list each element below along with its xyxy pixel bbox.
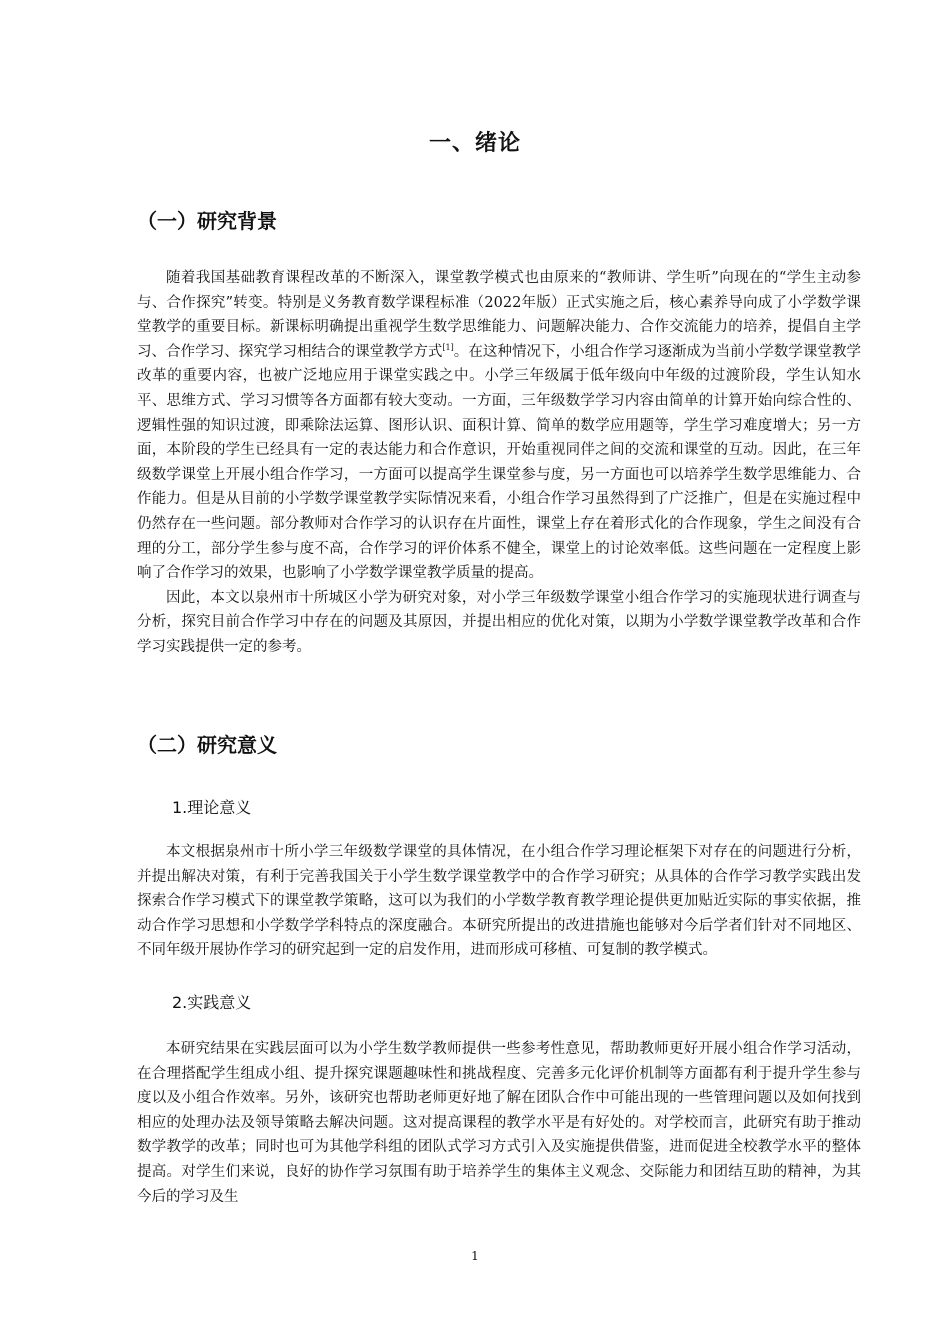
- subheading-theoretical: 1.理论意义: [172, 798, 252, 817]
- section-heading-significance: （二）研究意义: [137, 733, 277, 757]
- section-heading-background: （一）研究背景: [137, 209, 277, 233]
- practical-paragraph: 本研究结果在实践层面可以为小学生数学教师提供一些参考性意见，帮助教师更好开展小组合作学习活动，在合理搭配学生组成小组、提升探究课题趣味性和挑战程度、完善多元化评价机制等方面都有利于提升学生参与度以及小组合作效率。另外，该研究也帮助老师更好地了解在团队合作中可能出现的一些管理问题以及如何找到相应的处理办法及领导策略去解决问题。这对提高课程的教学水平是有好处的。对学校而言，此研究有助于推动数学教学的改革；同时也可为其他学科组的团队式学习方式引入及实施提供借鉴，进而促进全校教学水平的整体提高。对学生们来说，良好的协作学习氛围有助于培养学生的集体主义观念、交际能力和团结互助的精神，为其今后的学习及生: [137, 1041, 861, 1205]
- chapter-title: 一、绪论: [428, 131, 521, 156]
- background-paragraph-1-text-a: 随着我国基础教育课程改革的不断深入，课堂教学模式也由原来的“教师讲、学生听”向现在的“学生主动参与、合作探究”转变。特别是义务教育数学课程标准（2022年版）正式实施之后，核心素养导向成了小学数学课堂教学的重要目标。新课标明确提出重视学生数学思维能力、问题解决能力、合作交流能力的培养，提倡自主学习、合作学习、探究学习相结合的课堂教学方式: [137, 270, 861, 360]
- background-paragraph-1-text-b: 。在这种情况下，小组合作学习逐渐成为当前小学数学课堂教学改革的重要内容，也被广泛地应用于课堂实践之中。小学三年级属于低年级向中年级的过渡阶段，学生认知水平、思维方式、学习习惯等各方面都有较大变动。一方面，三年级数学学习内容由简单的计算开始向综合性的、逻辑性强的知识过渡，即乘除法运算、图形认识、面积计算、简单的数学应用题等，学生学习难度增大；另一方面，本阶段的学生已经具有一定的表达能力和合作意识，开始重视同伴之间的交流和课堂的互动。因此，在三年级数学课堂上开展小组合作学习，一方面可以提高学生课堂参与度，另一方面也可以培养学生数学思维能力、合作能力。但是从目前的小学数学课堂教学实际情况来看，小组合作学习虽然得到了广泛推广，但是在实施过程中仍然存在一些问题。部分教师对合作学习的认识存在片面性，课堂上存在着形式化的合作现象，学生之间没有合理的分工，部分学生参与度不高，合作学习的评价体系不健全，课堂上的讨论效率低。这些问题在一定程度上影响了合作学习的效果，也影响了小学数学课堂教学质量的提高。: [137, 343, 861, 582]
- citation-marker: [1]: [442, 342, 454, 352]
- theoretical-paragraphs: [137, 840, 861, 963]
- theoretical-paragraph: 本文根据泉州市十所小学三年级数学课堂的具体情况，在小组合作学习理论框架下对存在的问题进行分析，并提出解决对策，有利于完善我国关于小学生数学课堂教学中的合作学习研究；从具体的合作学习教学实践出发探索合作学习模式下的课堂教学策略，这可以为我们的小学数学教育教学理论提供更加贴近实际的事实依据，推动合作学习思想和小学数学学科特点的深度融合。本研究所提出的改进措施也能够对今后学者们针对不同地区、不同年级开展协作学习的研究起到一定的启发作用，进而形成可移植、可复制的教学模式。: [137, 844, 861, 959]
- background-paragraph-2: 因此，本文以泉州市十所城区小学为研究对象，对小学三年级数学课堂小组合作学习的实施现状进行调查与分析，探究目前合作学习中存在的问题及其原因，并提出相应的优化对策，以期为小学数学课堂教学改革和合作学习实践提供一定的参考。: [137, 589, 861, 655]
- background-paragraph-1: [137, 266, 861, 586]
- practical-paragraphs: [137, 1037, 861, 1209]
- subheading-practical: 2.实践意义: [172, 993, 252, 1012]
- background-paragraphs: [137, 266, 861, 660]
- page-number: 1: [471, 1249, 479, 1263]
